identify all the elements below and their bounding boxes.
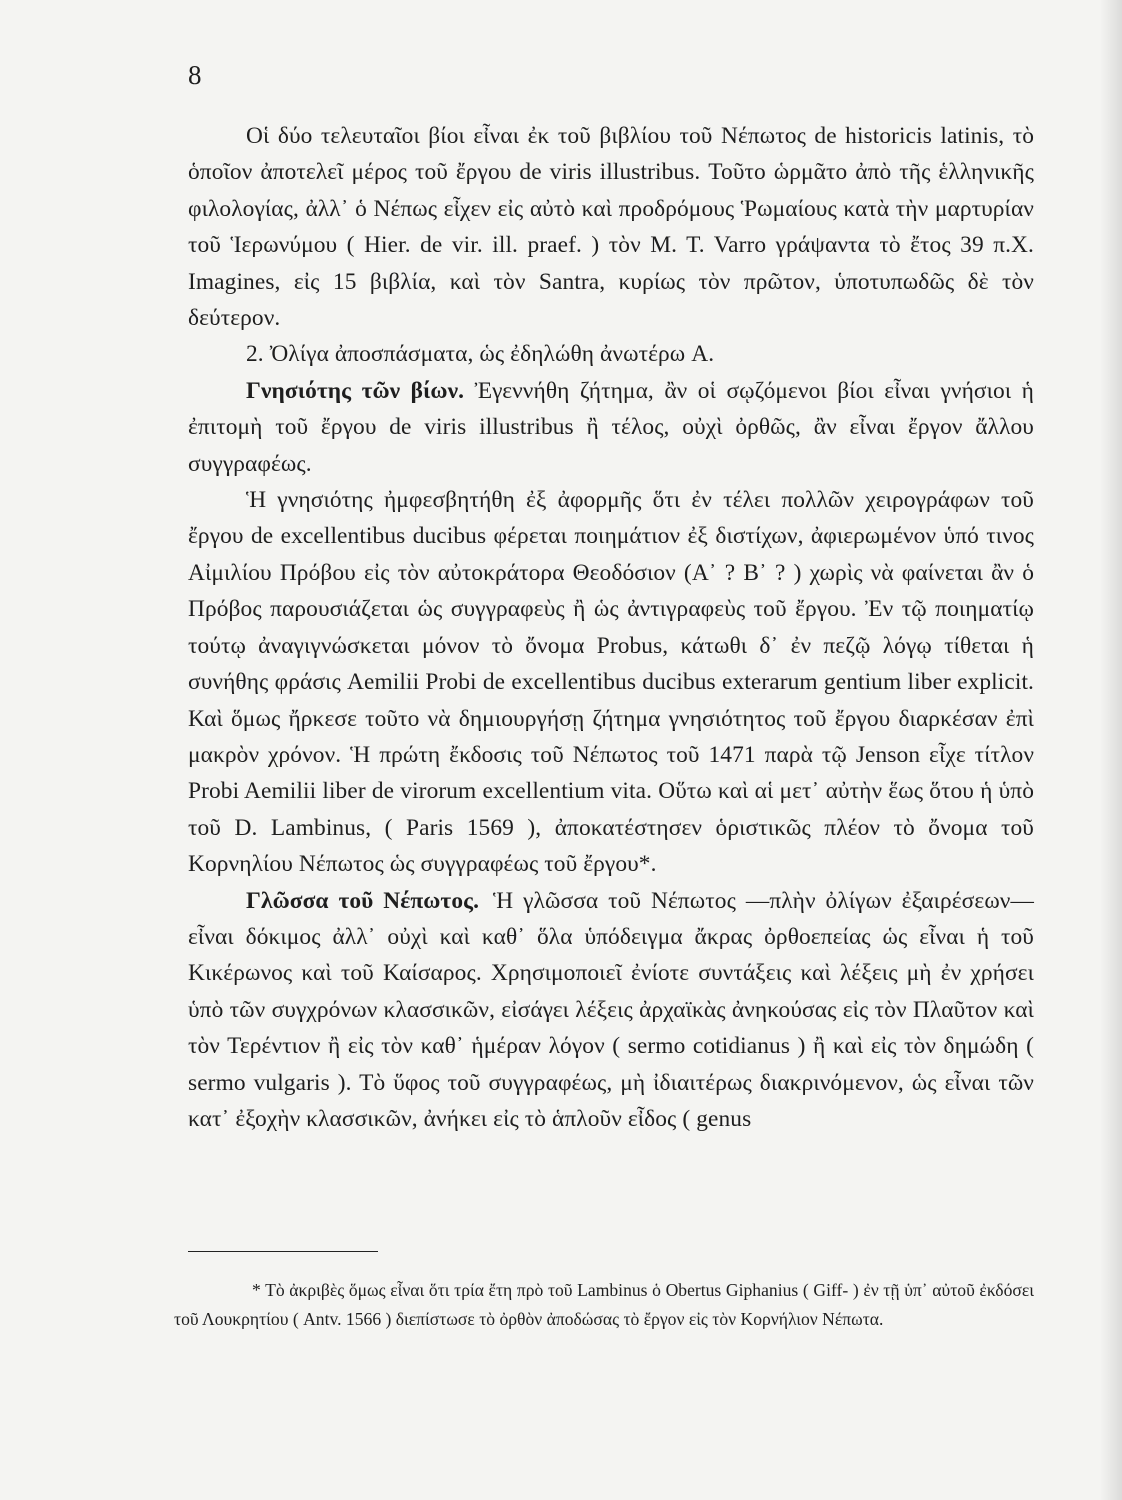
section-heading-authenticity: Γνησιότης τῶν βίων.: [246, 377, 465, 404]
paragraph-language: [188, 883, 1034, 1138]
paragraph-probus: Ἡ γνησιότης ἠμφεσβητήθη ἐξ ἀφορμῆς ὅτι ἐν τέλει πολλῶν χειρογράφων τοῦ ἔργου de excellentibus ducibus φέρεται ποιημάτιον ἐξ διστίχων, ἀφιερωμένον ὑπό τινος Αἰμιλίου Πρόβου εἰς τὸν αὐτοκράτορα Θεοδόσιον (Α᾽ ? Β᾽ ? ) χωρὶς νὰ φαίνεται ἂν ὁ Πρόβος παρουσιάζεται ὡς συγγραφεὺς ἢ ὡς ἀντιγραφεὺς τοῦ ἔργου. Ἐν τῷ ποιηματίῳ τούτῳ ἀναγιγνώσκεται μόνον τὸ ὄνομα Probus, κάτωθι δ᾽ ἐν πεζῷ λόγῳ τίθεται ἡ συνήθης φράσις Aemilii Probi de excellentibus ducibus exterarum gentium liber explicit. Καὶ ὅμως ἤρκεσε τοῦτο νὰ δημιουργήσῃ ζήτημα γνησιότητος τοῦ ἔργου διαρκέσαν ἐπὶ μακρὸν χρόνον. Ἡ πρώτη ἔκδοσις τοῦ Νέπωτος τοῦ 1471 παρὰ τῷ Jenson εἶχε τίτλον Probi Aemilii liber de virorum excellentium vita. Οὕτω καὶ αἱ μετ᾽ αὐτὴν ἕως ὅτου ἡ ὑπὸ τοῦ D. Lambinus, ( Paris 1569 ), ἀποκατέστησεν ὁριστικῶς πλέον τὸ ὄνομα τοῦ Κορνηλίου Νέπωτος ὡς συγγραφέως τοῦ ἔργου*.: [188, 487, 1034, 878]
paragraph-fragments: 2. Ὀλίγα ἀποσπάσματα, ὡς ἐδηλώθη ἀνωτέρω A.: [246, 341, 715, 368]
page-body: [188, 118, 1034, 1137]
page-number: 8: [188, 60, 202, 90]
footnote: * Τὸ ἀκριβὲς ὅμως εἶναι ὅτι τρία ἔτη πρὸ τοῦ Lambinus ὁ Obertus Giphanius ( Giff- ) ἐν τῇ ὑπ᾽ αὐτοῦ ἐκδόσει τοῦ Λουκρητίου ( Antv. 1566 ) διεπίστωσε τὸ ὀρθὸν ἀποδώσας τὸ ἔργον εἰς τὸν Κορνήλιον Νέπωτα.: [174, 1280, 1034, 1329]
paragraph-authenticity: [188, 373, 1034, 482]
section-heading-language: Γλῶσσα τοῦ Νέπωτος.: [246, 887, 480, 914]
page-edge-shadow: [1100, 0, 1122, 1500]
paragraph-authenticity-text: Ἐγεννήθη ζήτημα, ἂν οἱ σῳζόμενοι βίοι εἶναι γνήσιοι ἡ ἐπιτομὴ τοῦ ἔργου de viris illustribus ἢ τέλος, οὐχὶ ὀρθῶς, ἂν εἶναι ἔργον ἄλλου συγγραφέως.: [188, 377, 1034, 477]
paragraph-historicis: Οἱ δύο τελευταῖοι βίοι εἶναι ἐκ τοῦ βιβλίου τοῦ Νέπωτος de historicis latinis, τὸ ὁποῖον ἀποτελεῖ μέρος τοῦ ἔργου de viris illustribus. Τοῦτο ὡρμᾶτο ἀπὸ τῆς ἑλληνικῆς φιλολογίας, ἀλλ᾽ ὁ Νέπως εἶχεν εἰς αὐτὸ καὶ προδρόμους Ῥωμαίους κατὰ τὴν μαρτυρίαν τοῦ Ἱερωνύμου ( Hier. de vir. ill. praef. ) τὸν M. T. Varro γράψαντα τὸ ἔτος 39 π.Χ. Imagines, εἰς 15 βιβλία, καὶ τὸν Santra, κυρίως τὸν πρῶτον, ὑποτυπωδῶς δὲ τὸν δεύτερον.: [188, 123, 1034, 332]
paragraph-language-text: Ἡ γλῶσσα τοῦ Νέπωτος —πλὴν ὀλίγων ἐξαιρέσεων— εἶναι δόκιμος ἀλλ᾽ οὐχὶ καὶ καθ᾽ ὅλα ὑπόδειγμα ἄκρας ὀρθοεπείας ὡς εἶναι ἡ τοῦ Κικέρωνος καὶ τοῦ Καίσαρος. Χρησιμοποιεῖ ἐνίοτε συντάξεις καὶ λέξεις μὴ ἐν χρήσει ὑπὸ τῶν συγχρόνων κλασσικῶν, εἰσάγει λέξεις ἀρχαϊκὰς ἀνηκούσας εἰς τὸν Πλαῦτον καὶ τὸν Τερέντιον ἢ εἰς τὸν καθ᾽ ἡμέραν λόγον ( sermo cotidianus ) ἢ καὶ εἰς τὸν δημώδη ( sermo vulgaris ). Τὸ ὕφος τοῦ συγγραφέως, μὴ ἰδιαιτέρως διακρινόμενον, ὡς εἶναι τῶν κατ᾽ ἐξοχὴν κλασσικῶν, ἀνήκει εἰς τὸ ἁπλοῦν εἶδος ( genus: [188, 887, 1034, 1132]
footnote-rule: [188, 1251, 378, 1252]
